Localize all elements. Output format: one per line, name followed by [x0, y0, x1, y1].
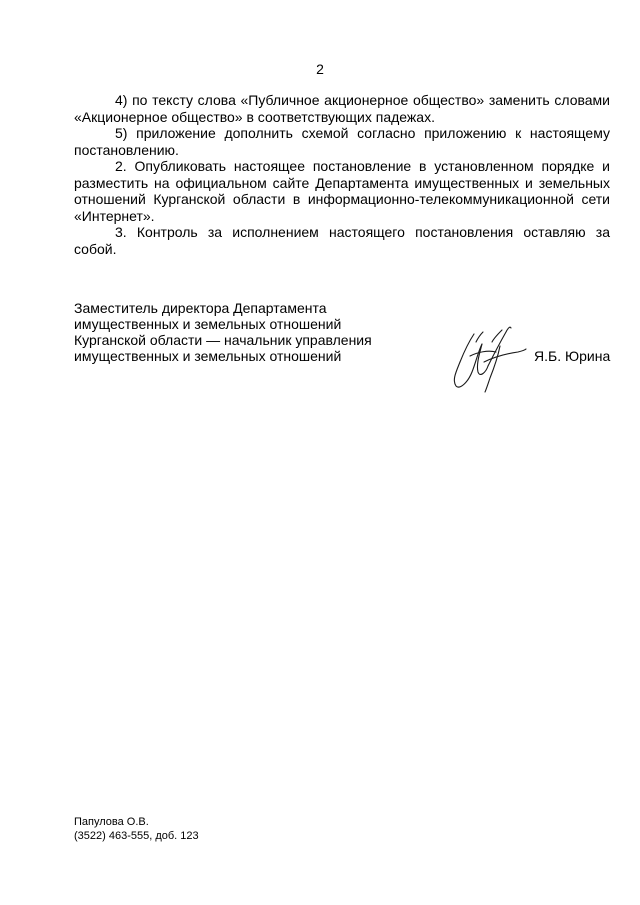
position-line: Курганской области — начальник управления — [74, 332, 372, 348]
paragraph-control: 3. Контроль за исполнением настоящего постановления оставляю за собой. — [74, 224, 610, 257]
signatory-position — [74, 300, 374, 364]
executor-name: Папулова О.В. — [74, 816, 149, 828]
page-number: 2 — [316, 61, 324, 77]
paragraph-item-4: 4) по тексту слова «Публичное акционерное общество» заменить словами «Акционерное общество» в соответствующих падежах. — [74, 92, 610, 125]
document-body — [74, 92, 610, 257]
position-line: имущественных и земельных отношений — [74, 348, 342, 364]
executor-info — [74, 815, 199, 843]
paragraph-item-5: 5) приложение дополнить схемой согласно приложению к настоящему постановлению. — [74, 125, 610, 158]
position-line: Заместитель директора Департамента — [74, 300, 327, 316]
signer-name: Я.Б. Юрина — [534, 348, 611, 364]
executor-phone: (3522) 463-555, доб. 123 — [74, 830, 199, 842]
paragraph-publish: 2. Опубликовать настоящее постановление в установленном порядке и разместить на официальном сайте Департамента имущественных и земельных отношений Курганской области в информационно-телекоммуникационной сети «Интернет». — [74, 158, 610, 224]
position-line: имущественных и земельных отношений — [74, 316, 342, 332]
handwritten-signature-icon — [448, 322, 528, 394]
